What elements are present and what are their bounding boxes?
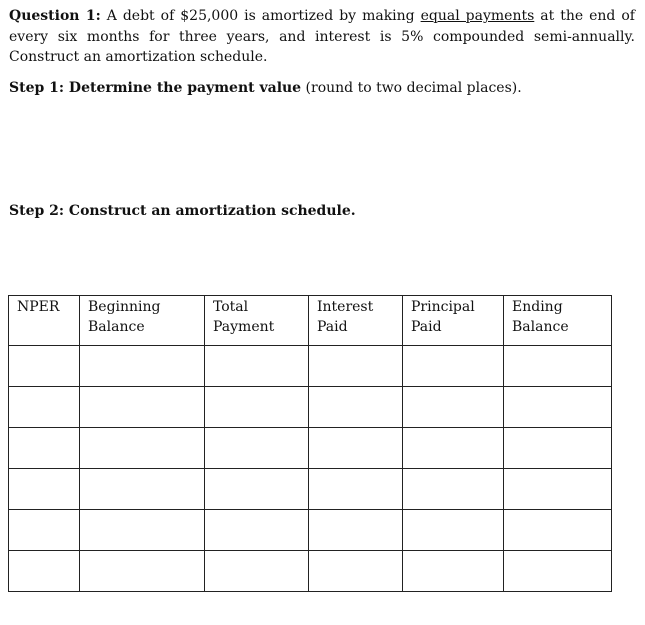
column-header-interest-paid (309, 296, 403, 346)
table-cell[interactable] (504, 346, 612, 387)
table-cell[interactable] (80, 346, 205, 387)
table-cell[interactable] (80, 510, 205, 551)
table-header-row (9, 296, 612, 346)
step-2-label: Step 2: Construct an amortization schedule. (9, 203, 356, 219)
table-cell[interactable] (205, 551, 309, 592)
table-cell[interactable] (309, 469, 403, 510)
table-cell[interactable] (309, 510, 403, 551)
table-cell[interactable] (403, 510, 504, 551)
table-cell[interactable] (9, 510, 80, 551)
table-cell[interactable] (205, 346, 309, 387)
header-line: Balance (512, 319, 569, 335)
table-row (9, 428, 612, 469)
table-cell[interactable] (80, 469, 205, 510)
table-cell[interactable] (504, 387, 612, 428)
question-text-after: at the end of every six months for three years, and interest is 5% compounded semi-annually. Construct an amortization schedule. (9, 8, 635, 65)
question-underlined-phrase: equal payments (420, 8, 535, 24)
table-cell[interactable] (205, 469, 309, 510)
table-cell[interactable] (205, 510, 309, 551)
table-cell[interactable] (504, 551, 612, 592)
column-header-beginning-balance (80, 296, 205, 346)
table-row (9, 510, 612, 551)
table-row (9, 551, 612, 592)
header-line: Total (213, 299, 249, 315)
table-cell[interactable] (403, 469, 504, 510)
table-cell[interactable] (309, 551, 403, 592)
column-header-principal-paid (403, 296, 504, 346)
question-label: Question 1: (9, 8, 101, 24)
header-line: Balance (88, 319, 145, 335)
column-header-total-payment (205, 296, 309, 346)
table-cell[interactable] (9, 346, 80, 387)
table-row (9, 469, 612, 510)
table-cell[interactable] (504, 469, 612, 510)
table-cell[interactable] (403, 551, 504, 592)
table-cell[interactable] (80, 428, 205, 469)
table-cell[interactable] (9, 428, 80, 469)
question-text (9, 6, 635, 68)
question-text-before: A debt of $25,000 is amortized by making (100, 8, 421, 24)
table-cell[interactable] (403, 387, 504, 428)
table-body (9, 346, 612, 592)
header-line: Payment (213, 319, 275, 335)
table-cell[interactable] (309, 387, 403, 428)
table-cell[interactable] (9, 551, 80, 592)
step-1-note: (round to two decimal places). (301, 80, 522, 96)
table-cell[interactable] (403, 346, 504, 387)
header-line: Ending (512, 299, 563, 315)
table-cell[interactable] (205, 387, 309, 428)
column-header-nper (9, 296, 80, 346)
table-cell[interactable] (80, 387, 205, 428)
table-cell[interactable] (9, 387, 80, 428)
step-1-label: Step 1: Determine the payment value (9, 80, 302, 96)
table-cell[interactable] (205, 428, 309, 469)
header-line: Interest (317, 299, 374, 315)
table-row (9, 387, 612, 428)
header-line: NPER (17, 299, 60, 315)
table-cell[interactable] (309, 346, 403, 387)
table-cell[interactable] (504, 428, 612, 469)
amortization-table (8, 295, 612, 592)
step-2-instruction (9, 201, 356, 221)
header-line: Principal (411, 299, 475, 315)
header-line: Paid (411, 319, 442, 335)
step-1-instruction (9, 78, 522, 98)
table-cell[interactable] (9, 469, 80, 510)
table-cell[interactable] (504, 510, 612, 551)
table-cell[interactable] (309, 428, 403, 469)
column-header-ending-balance (504, 296, 612, 346)
header-line: Paid (317, 319, 348, 335)
table-cell[interactable] (403, 428, 504, 469)
table-row (9, 346, 612, 387)
header-line: Beginning (88, 299, 161, 315)
table-cell[interactable] (80, 551, 205, 592)
